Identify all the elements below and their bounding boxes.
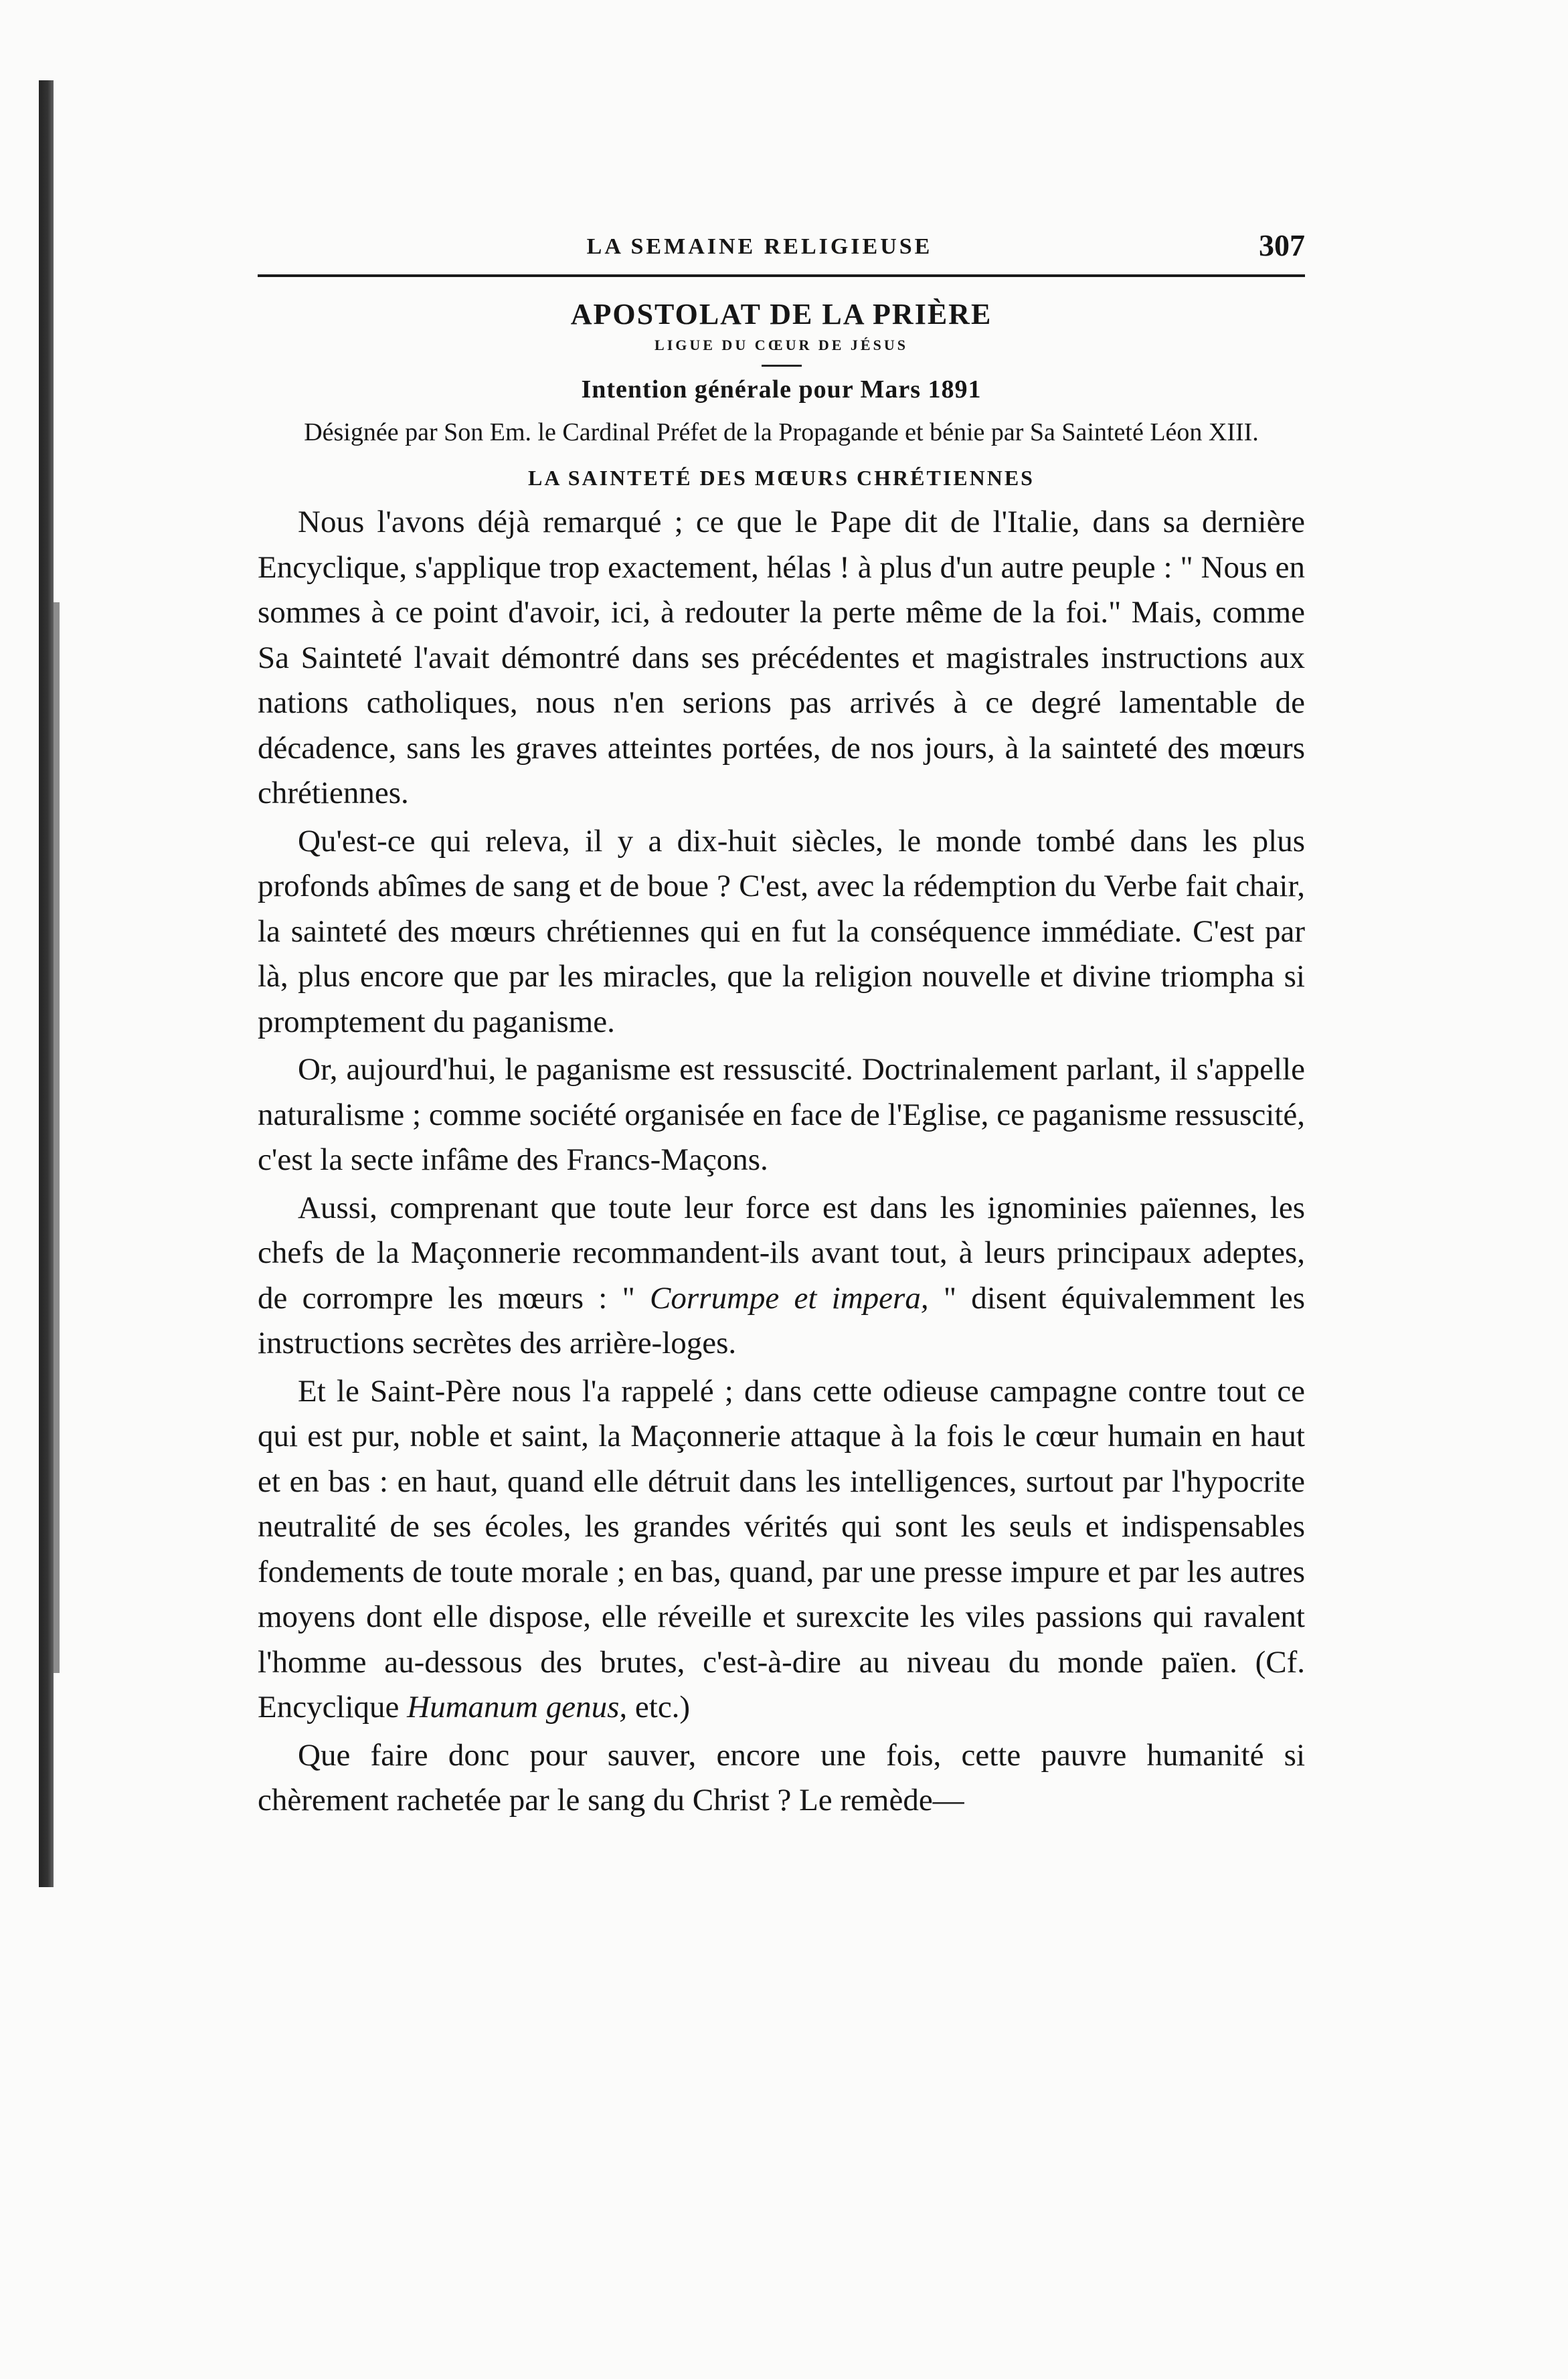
section-title: LA SAINTETÉ DES MŒURS CHRÉTIENNES bbox=[528, 466, 1035, 490]
latin-phrase: Corrumpe et impera, bbox=[650, 1280, 929, 1316]
paragraph: Or, aujourd'hui, le paganisme est ressuscité. Doctrinalement parlant, il s'appelle naturalisme ; comme société organisée en face de l'Eglise, ce paganisme ressuscité, c'est la secte infâme des Francs-Maçons. bbox=[258, 1052, 1305, 1177]
heading-divider bbox=[762, 365, 802, 367]
designation-line: Désignée par Son Em. le Cardinal Préfet de la Propagande et bénie par Sa Sainteté Léon XIII. bbox=[304, 418, 1259, 446]
encyclical-title: Humanum genus, bbox=[407, 1690, 628, 1725]
paragraph: Qu'est-ce qui releva, il y a dix-huit siècles, le monde tombé dans les plus profonds abîmes de sang et de boue ? C'est, avec la rédemption du Verbe fait chair, la sainteté des mœurs chrétiennes qui en fut la conséquence immédiate. C'est par là, plus encore que par les miracles, que la religion nouvelle et divine triompha si promptement du paganisme. bbox=[258, 823, 1305, 1039]
paragraph: Que faire donc pour sauver, encore une fois, cette pauvre humanité si chèrement rachetée par le sang du Christ ? Le remède— bbox=[258, 1737, 1305, 1818]
paragraph: Et le Saint-Père nous l'a rappelé ; dans cette odieuse campagne contre tout ce qui est pur, noble et saint, la Maçonnerie attaque à la fois le cœur humain en haut et en bas : en haut, quand elle détruit dans les intelligences, surtout par l'hypocrite neutralité de ses écoles, les grandes vérités qui sont les seuls et indispensables fondements de toute morale ; en bas, quand, par une presse impure et par les autres moyens dont elle dispose, elle réveille et surexcite les viles passions qui ravalent l'homme au-dessous des brutes, c'est-à-dire au niveau du monde païen. (Cf. Encyclique Humanum genus, etc.) bbox=[258, 1373, 1305, 1725]
scan-binding-shadow bbox=[39, 80, 54, 1887]
page-text-block bbox=[258, 228, 1305, 1826]
scan-binding-shadow-inner bbox=[54, 602, 60, 1673]
running-head bbox=[258, 228, 1305, 277]
article-subheading: LIGUE DU CŒUR DE JÉSUS bbox=[655, 337, 908, 353]
page-number: 307 bbox=[1259, 228, 1305, 262]
intention-line: Intention générale pour Mars 1891 bbox=[581, 375, 982, 404]
article-heading: APOSTOLAT DE LA PRIÈRE bbox=[570, 298, 992, 331]
article-body bbox=[258, 500, 1305, 1824]
paragraph: Nous l'avons déjà remarqué ; ce que le Pape dit de l'Italie, dans sa dernière Encyclique, s'applique trop exactement, hélas ! à plus d'un autre peuple : " Nous en sommes à ce point d'avoir, ici, à redouter la perte même de la foi." Mais, comme Sa Sainteté l'avait démontré dans ses précédentes et magistrales instructions aux nations catholiques, nous n'en serions pas arrivés à ce degré lamentable de décadence, sans les graves atteintes portées, de nos jours, à la sainteté des mœurs chrétiennes. bbox=[258, 505, 1305, 810]
running-head-title: LA SEMAINE RELIGIEUSE bbox=[586, 234, 933, 259]
paragraph: Aussi, comprenant que toute leur force est dans les ignominies païennes, les chefs de la Maçonnerie recommandent-ils avant tout, à leurs principaux adeptes, de corrompre les mœurs : " Corrumpe et impera, " disent équivalemment les instructions secrètes des arrière-loges. bbox=[258, 1190, 1305, 1360]
